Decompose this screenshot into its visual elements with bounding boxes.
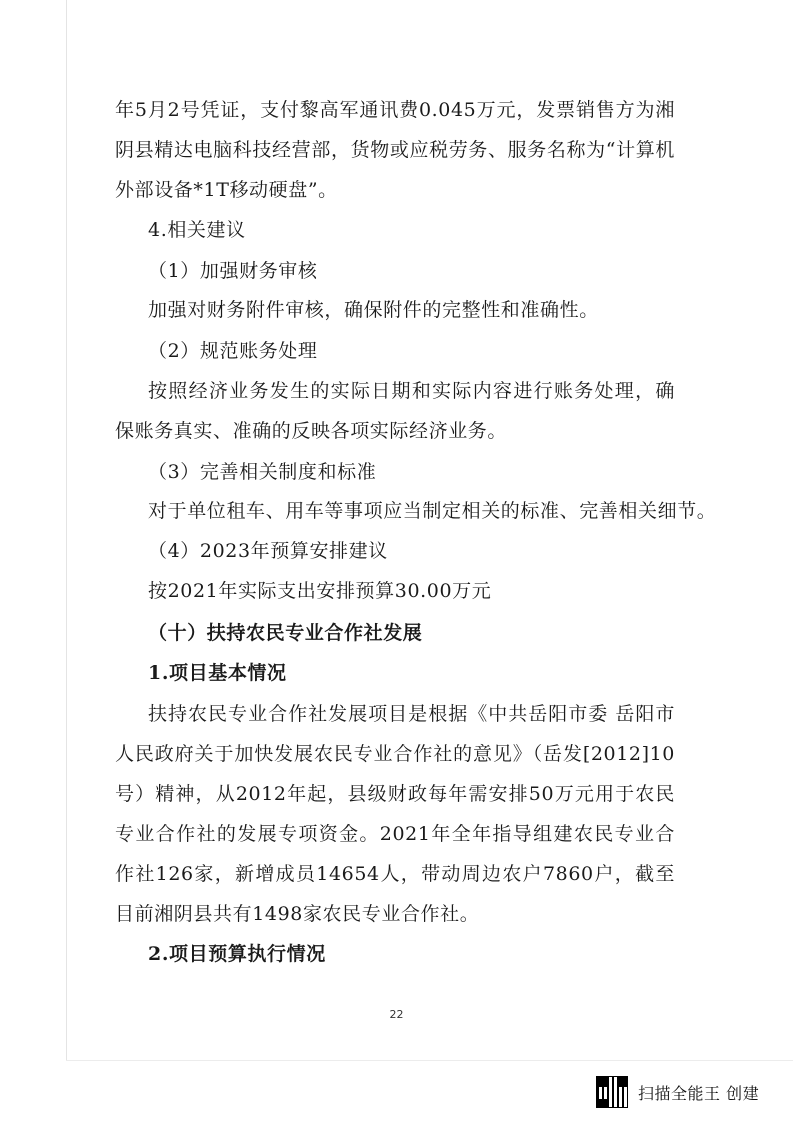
paragraph-strengthen-audit: 加强对财务附件审核，确保附件的完整性和准确性。 [148, 299, 599, 321]
heading-budget-execution: 2.项目预算执行情况 [148, 943, 326, 965]
subheading-standardize-accounting: （2）规范账务处理 [148, 340, 318, 362]
qr-code-icon [596, 1076, 628, 1108]
paragraph-standardize-accounting: 按照经济业务发生的实际日期和实际内容进行账务处理，确保账务真实、准确的反映各项实际经济业务。 [115, 380, 675, 442]
paragraph-project-basics: 扶持农民专业合作社发展项目是根据《中共岳阳市委 岳阳市人民政府关于加快发展农民专业合作社的意见》（岳发[2012]10号）精神，从2012年起，县级财政每年需安排50万元用于农民专业合作社的发展专项资金。2021年全年指导组建农民专业合作社126家，新增成员14654人，带动周边农户7860户，截至目前湘阴县共有1498家农民专业合作社。 [115, 703, 675, 925]
page-number: 22 [389, 1008, 404, 1021]
heading-recommendations: 4.相关建议 [148, 219, 246, 241]
scan-bottom-line [66, 1060, 793, 1061]
subheading-improve-standards: （3）完善相关制度和标准 [148, 461, 377, 483]
paragraph-budget-2023: 按2021年实际支出安排预算30.00万元 [148, 580, 492, 602]
subheading-strengthen-audit: （1）加强财务审核 [148, 260, 318, 282]
heading-project-basics: 1.项目基本情况 [148, 662, 287, 684]
paragraph-receipt-detail: 年5月2号凭证，支付黎高军通讯费0.045万元，发票销售方为湘阴县精达电脑科技经营部，货物或应税劳务、服务名称为“计算机外部设备*1T移动硬盘”。 [115, 99, 675, 201]
scanner-watermark [596, 1072, 759, 1112]
section-heading-cooperatives: （十）扶持农民专业合作社发展 [148, 622, 423, 644]
scan-edge-line [66, 0, 67, 1060]
subheading-budget-2023: （4）2023年预算安排建议 [148, 540, 388, 562]
watermark-text: 扫描全能王 创建 [638, 1083, 760, 1103]
paragraph-improve-standards: 对于单位租车、用车等事项应当制定相关的标准、完善相关细节。 [148, 500, 717, 522]
